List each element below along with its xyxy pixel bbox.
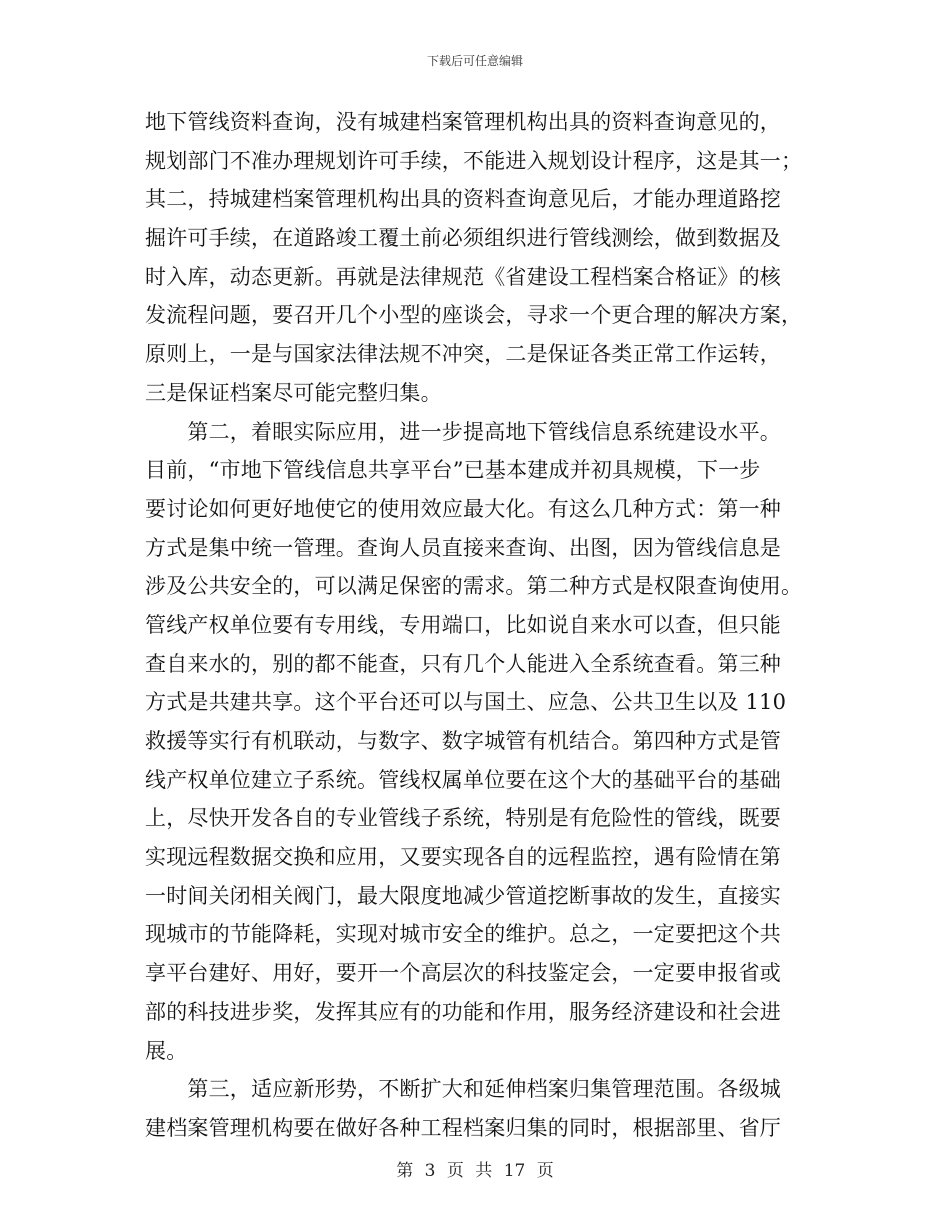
text-line: 三是保证档案尽可能完整归集。	[145, 380, 442, 405]
text-line: 第二，着眼实际应用，进一步提高地下管线信息系统建设水平。	[145, 419, 781, 444]
text-line: 一时间关闭相关阀门，最大限度地减少管道挖断事故的发生，直接实	[145, 883, 781, 908]
document-body	[145, 103, 805, 1148]
text-line: 救援等实行有机联动，与数字、数字城管有机结合。第四种方式是管	[145, 729, 781, 753]
page-header: 下载后可任意编辑	[426, 54, 523, 68]
text-line: 线产权单位建立子系统。管线权属单位要在这个大的基础平台的基础	[145, 767, 781, 792]
text-line: 上，尽快开发各自的专业管线子系统，特别是有危险性的管线，既要	[145, 806, 781, 831]
text-line: 要讨论如何更好地使它的使用效应最大化。有这么几种方式：第一种	[145, 496, 781, 521]
text-line: 方式是集中统一管理。查询人员直接来查询、出图，因为管线信息是	[145, 535, 781, 560]
page-number-footer: 第 3 页 共 17 页	[396, 1161, 554, 1181]
text-line: 其二，持城建档案管理机构出具的资料查询意见后，才能办理道路挖	[145, 187, 781, 212]
text-line: 规划部门不准办理规划许可手续，不能进入规划设计程序，这是其一；	[145, 148, 803, 173]
text-line: 查自来水的，别的都不能查，只有几个人能进入全系统查看。第三种	[145, 651, 781, 676]
text-line: 目前，“市地下管线信息共享平台”已基本建成并初具规模，下一步	[145, 458, 761, 483]
text-line: 涉及公共安全的，可以满足保密的需求。第二种方式是权限查询使用。	[145, 574, 803, 599]
text-line: 地下管线资料查询，没有城建档案管理机构出具的资料查询意见的，	[145, 110, 781, 134]
text-line: 时入库，动态更新。再就是法律规范《省建设工程档案合格证》的核	[145, 264, 781, 289]
text-line: 管线产权单位要有专用线，专用端口，比如说自来水可以查，但只能	[145, 612, 781, 637]
text-line: 建档案管理机构要在做好各种工程档案归集的同时，根据部里、省厅	[145, 1115, 781, 1140]
text-line: 部的科技进步奖，发挥其应有的功能和作用，服务经济建设和社会进	[145, 999, 781, 1024]
text-line: 发流程问题，要召开几个小型的座谈会，寻求一个更合理的解决方案，	[145, 303, 803, 328]
text-line: 方式是共建共享。这个平台还可以与国土、应急、公共卫生以及 110	[145, 690, 787, 715]
text-line: 实现远程数据交换和应用，又要实现各自的远程监控，遇有险情在第	[145, 845, 781, 870]
text-line: 享平台建好、用好，要开一个高层次的科技鉴定会，一定要申报省或	[145, 961, 781, 986]
text-line: 展。	[145, 1038, 188, 1063]
text-line: 现城市的节能降耗，实现对城市安全的维护。总之，一定要把这个共	[145, 922, 781, 947]
text-line: 掘许可手续，在道路竣工覆土前必须组织进行管线测绘，做到数据及	[145, 226, 781, 251]
text-line: 第三，适应新形势，不断扩大和延伸档案归集管理范围。各级城	[145, 1077, 781, 1102]
text-line: 原则上，一是与国家法律法规不冲突，二是保证各类正常工作运转，	[145, 342, 781, 367]
